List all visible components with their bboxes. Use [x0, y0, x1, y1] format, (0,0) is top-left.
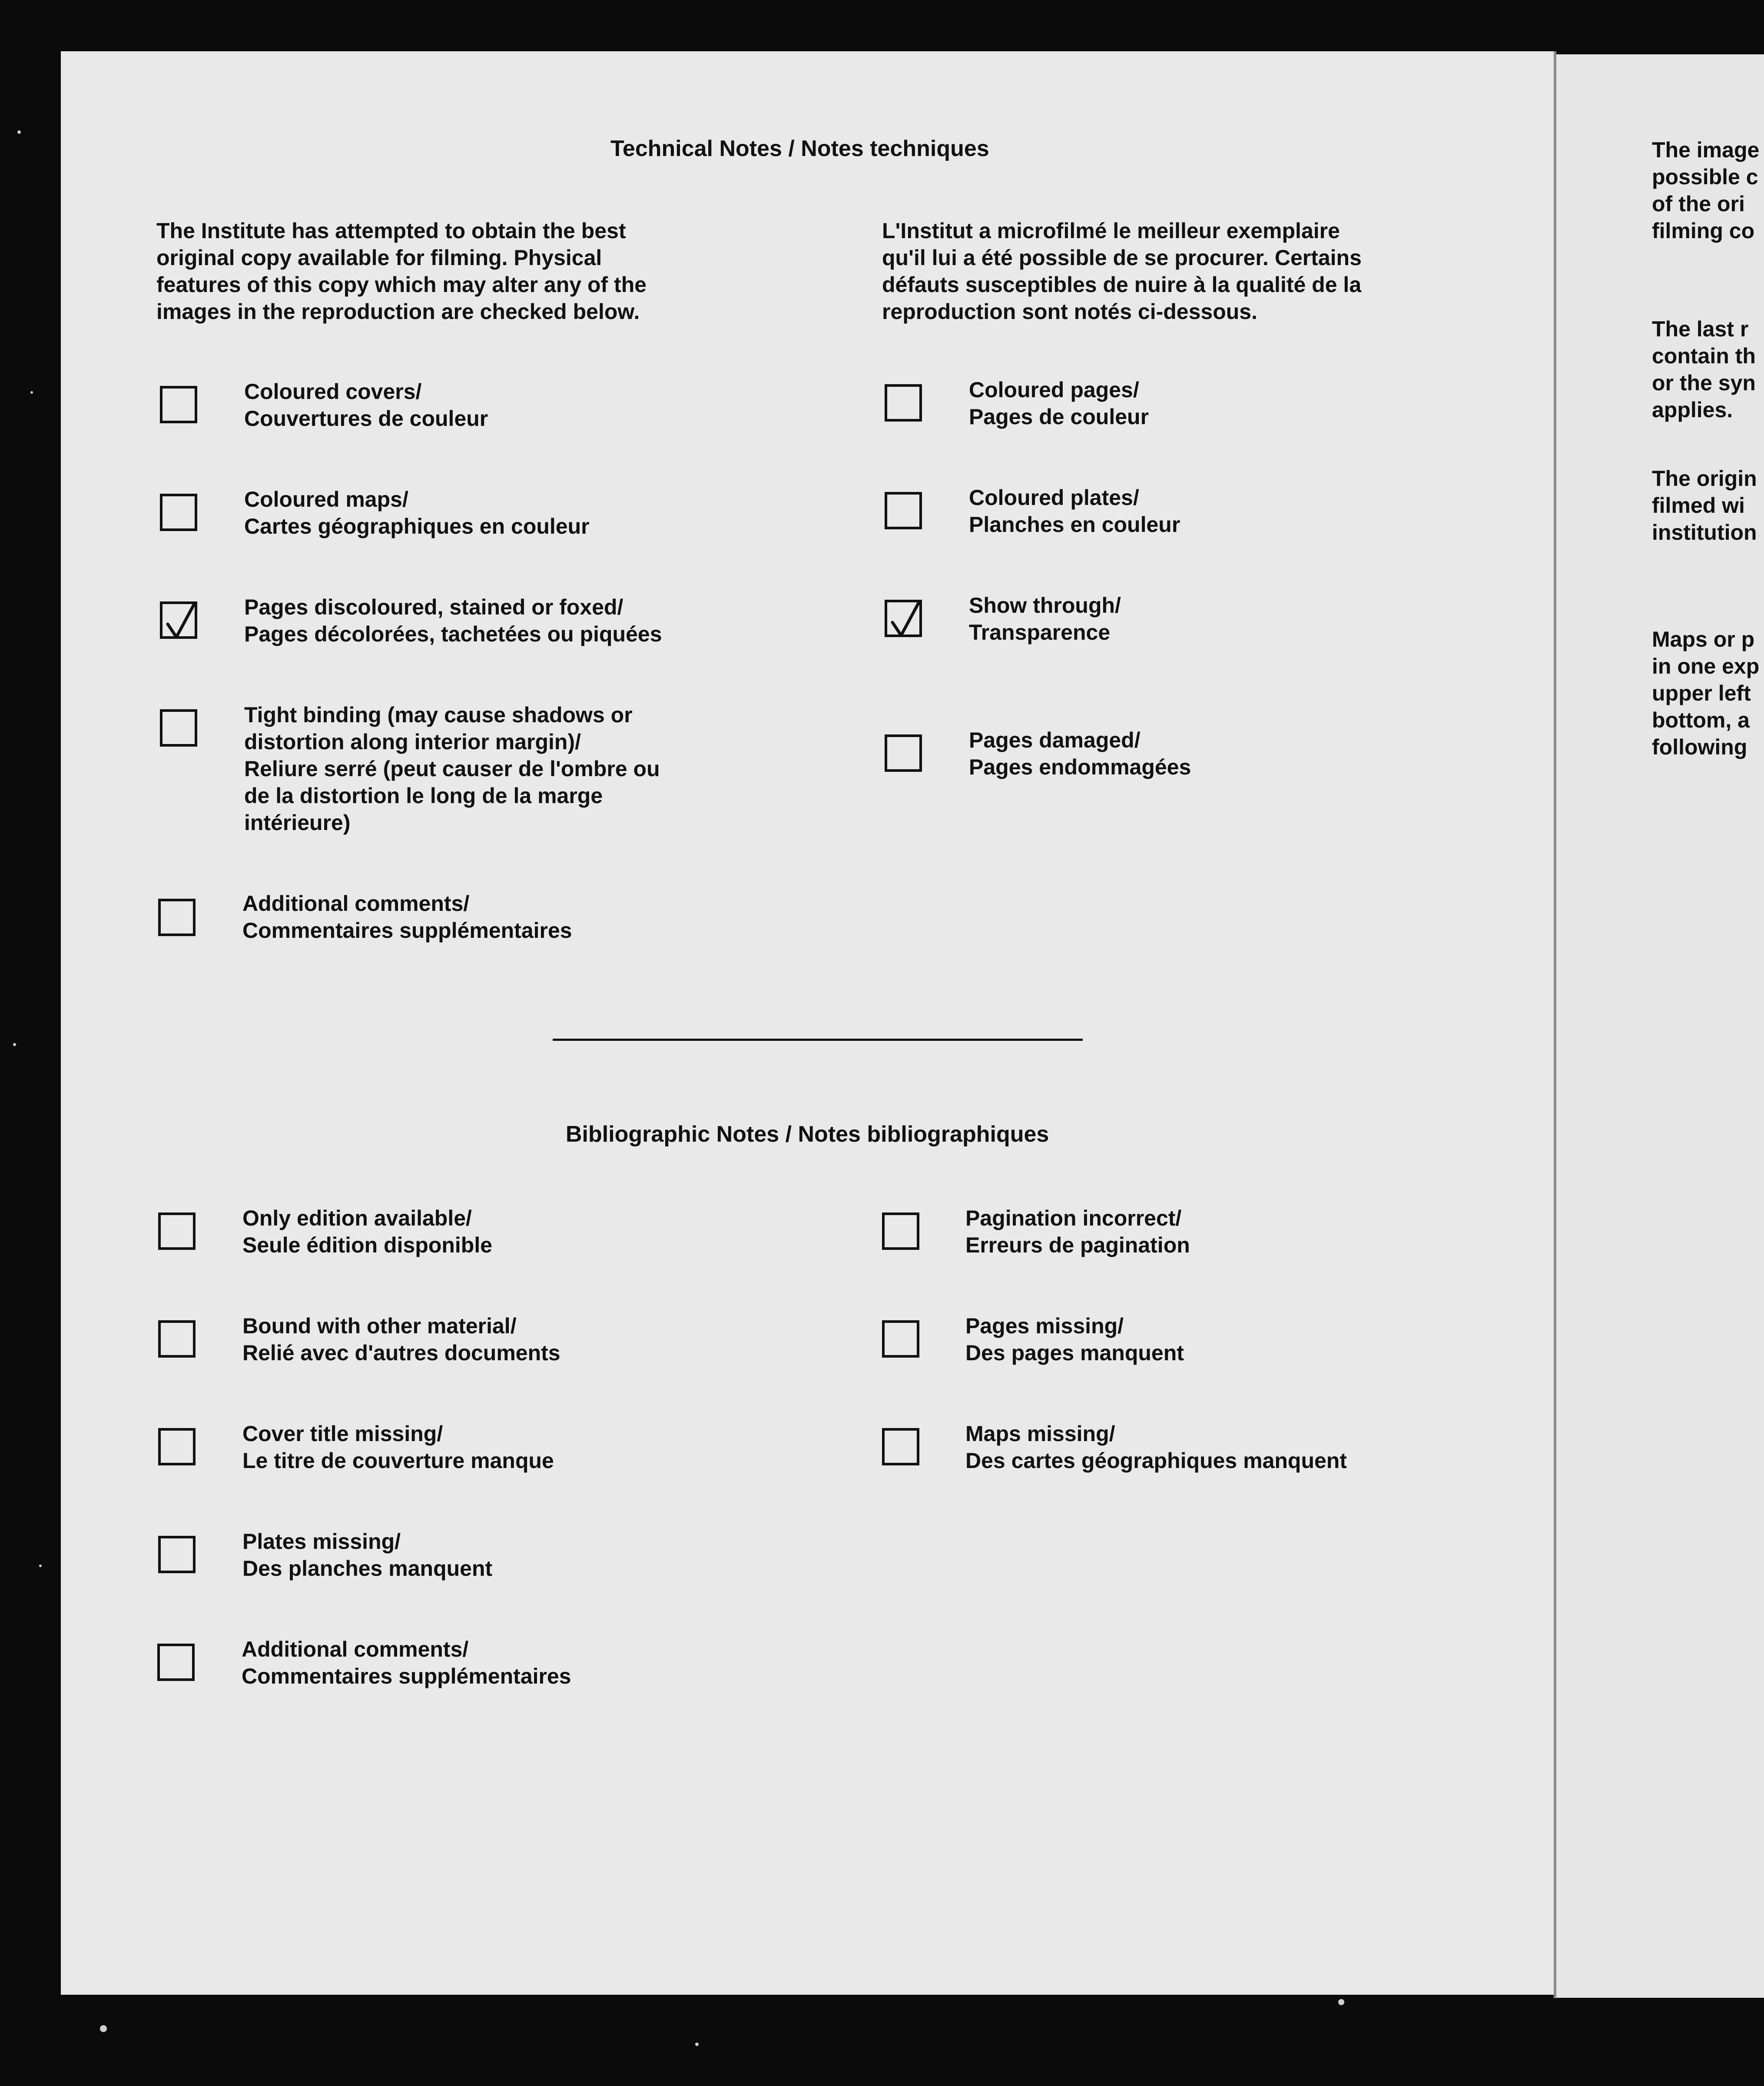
- label-bound-with: Bound with other material/: [242, 1314, 517, 1338]
- label-only-edition: Only edition available/: [242, 1206, 472, 1230]
- film-speck: [695, 2043, 699, 2046]
- label-coloured-maps-fr: Cartes géographiques en couleur: [244, 514, 590, 538]
- right-fragment-line: possible c: [1652, 165, 1758, 189]
- label-additional-comments-tech-fr: Commentaires supplémentaires: [242, 918, 572, 943]
- right-fragment-line: of the ori: [1652, 192, 1745, 216]
- checkbox-coloured-maps[interactable]: [160, 494, 197, 531]
- film-speck: [17, 130, 21, 134]
- label-pagination-incorrect-fr: Erreurs de pagination: [965, 1233, 1190, 1257]
- label-pages-discoloured-fr: Pages décolorées, tachetées ou piquées: [244, 622, 662, 646]
- right-fragment-line: filming co: [1652, 219, 1755, 243]
- label-coloured-pages: Coloured pages/: [969, 378, 1139, 402]
- label-additional-comments-tech: Additional comments/: [242, 891, 470, 916]
- film-speck: [13, 1043, 16, 1046]
- right-fragment-line: institution: [1652, 520, 1757, 545]
- label-bound-with-fr: Relié avec d'autres documents: [242, 1341, 560, 1365]
- right-fragment-line: upper left: [1652, 681, 1751, 705]
- checkbox-bound-with[interactable]: [158, 1320, 196, 1358]
- label-coloured-plates: Coloured plates/: [969, 485, 1139, 510]
- intro-fr-line: défauts susceptibles de nuire à la qualité de la: [882, 272, 1362, 297]
- label-coloured-covers-fr: Couvertures de couleur: [244, 406, 488, 431]
- label-plates-missing: Plates missing/: [242, 1529, 401, 1554]
- right-fragment-line: following: [1652, 735, 1747, 759]
- checkbox-show-through[interactable]: [885, 600, 922, 637]
- label-cover-title-missing-fr: Le titre de couverture manque: [242, 1448, 554, 1473]
- right-fragment-line: applies.: [1652, 398, 1733, 422]
- checkbox-maps-missing[interactable]: [882, 1428, 919, 1465]
- checkbox-additional-comments-biblio[interactable]: [157, 1644, 195, 1681]
- right-fragment-line: or the syn: [1652, 371, 1756, 395]
- film-speck: [1338, 1999, 1344, 2005]
- checkbox-coloured-pages[interactable]: [885, 384, 922, 422]
- label-tight-binding-fr: Reliure serré (peut causer de l'ombre ou: [244, 757, 660, 781]
- label-maps-missing: Maps missing/: [965, 1422, 1115, 1446]
- right-fragment-line: The last r: [1652, 317, 1749, 341]
- checkbox-only-edition[interactable]: [158, 1212, 196, 1250]
- label-coloured-covers: Coloured covers/: [244, 379, 422, 404]
- label-show-through: Show through/: [969, 593, 1121, 618]
- right-fragment-line: in one exp: [1652, 654, 1760, 678]
- right-fragment-line: Maps or p: [1652, 627, 1755, 651]
- checkbox-pages-missing[interactable]: [882, 1320, 919, 1358]
- checkbox-additional-comments-tech[interactable]: [158, 899, 196, 936]
- right-fragment-line: The image: [1652, 138, 1760, 162]
- intro-en-line: features of this copy which may alter any of the: [156, 272, 647, 297]
- bibliographic-notes-heading: Bibliographic Notes / Notes bibliographiques: [566, 1122, 1049, 1147]
- label-pages-missing: Pages missing/: [965, 1314, 1124, 1338]
- right-fragment-line: contain th: [1652, 344, 1756, 368]
- right-fragment-line: filmed wi: [1652, 493, 1745, 518]
- checkbox-coloured-plates[interactable]: [885, 492, 922, 529]
- intro-en-line: original copy available for filming. Physical: [156, 246, 602, 270]
- intro-en-line: The Institute has attempted to obtain the best: [156, 219, 626, 243]
- checkbox-cover-title-missing[interactable]: [158, 1428, 196, 1465]
- label-coloured-pages-fr: Pages de couleur: [969, 405, 1149, 429]
- technical-notes-heading: Technical Notes / Notes techniques: [610, 136, 989, 161]
- label-coloured-plates-fr: Planches en couleur: [969, 512, 1180, 537]
- label-tight-binding: distortion along interior margin)/: [244, 730, 581, 754]
- left-page: [61, 51, 1555, 1995]
- label-coloured-maps: Coloured maps/: [244, 487, 408, 512]
- label-additional-comments-biblio-fr: Commentaires supplémentaires: [242, 1664, 571, 1688]
- label-additional-comments-biblio: Additional comments/: [242, 1637, 469, 1661]
- film-speck: [30, 391, 33, 394]
- label-pages-missing-fr: Des pages manquent: [965, 1341, 1184, 1365]
- checkbox-tight-binding[interactable]: [160, 709, 197, 747]
- section-divider: [553, 1039, 1083, 1041]
- checkmark-icon: [164, 601, 199, 641]
- intro-fr-line: L'Institut a microfilmé le meilleur exemplaire: [882, 219, 1340, 243]
- label-maps-missing-fr: Des cartes géographiques manquent: [965, 1448, 1347, 1473]
- right-fragment-line: bottom, a: [1652, 708, 1750, 732]
- label-pages-damaged-fr: Pages endommagées: [969, 755, 1191, 779]
- intro-fr-line: qu'il lui a été possible de se procurer. Certains: [882, 246, 1362, 270]
- label-pages-damaged: Pages damaged/: [969, 728, 1141, 752]
- right-fragment-line: The origin: [1652, 466, 1757, 491]
- film-speck: [39, 1564, 42, 1567]
- label-show-through-fr: Transparence: [969, 620, 1111, 644]
- label-only-edition-fr: Seule édition disponible: [242, 1233, 493, 1257]
- label-cover-title-missing: Cover title missing/: [242, 1422, 443, 1446]
- checkbox-pages-damaged[interactable]: [885, 734, 922, 772]
- label-tight-binding-fr: de la distortion le long de la marge: [244, 784, 603, 808]
- intro-fr-line: reproduction sont notés ci-dessous.: [882, 299, 1257, 324]
- checkbox-plates-missing[interactable]: [158, 1536, 196, 1573]
- label-pagination-incorrect: Pagination incorrect/: [965, 1206, 1182, 1230]
- checkmark-icon: [889, 600, 924, 640]
- intro-en-line: images in the reproduction are checked below.: [156, 299, 640, 324]
- film-speck: [100, 2025, 107, 2032]
- label-tight-binding: Tight binding (may cause shadows or: [244, 703, 633, 727]
- checkbox-pages-discoloured[interactable]: [160, 601, 197, 639]
- label-pages-discoloured: Pages discoloured, stained or foxed/: [244, 595, 623, 619]
- checkbox-coloured-covers[interactable]: [160, 386, 197, 423]
- label-plates-missing-fr: Des planches manquent: [242, 1556, 493, 1581]
- checkbox-pagination-incorrect[interactable]: [882, 1212, 919, 1250]
- label-tight-binding-fr: intérieure): [244, 810, 351, 835]
